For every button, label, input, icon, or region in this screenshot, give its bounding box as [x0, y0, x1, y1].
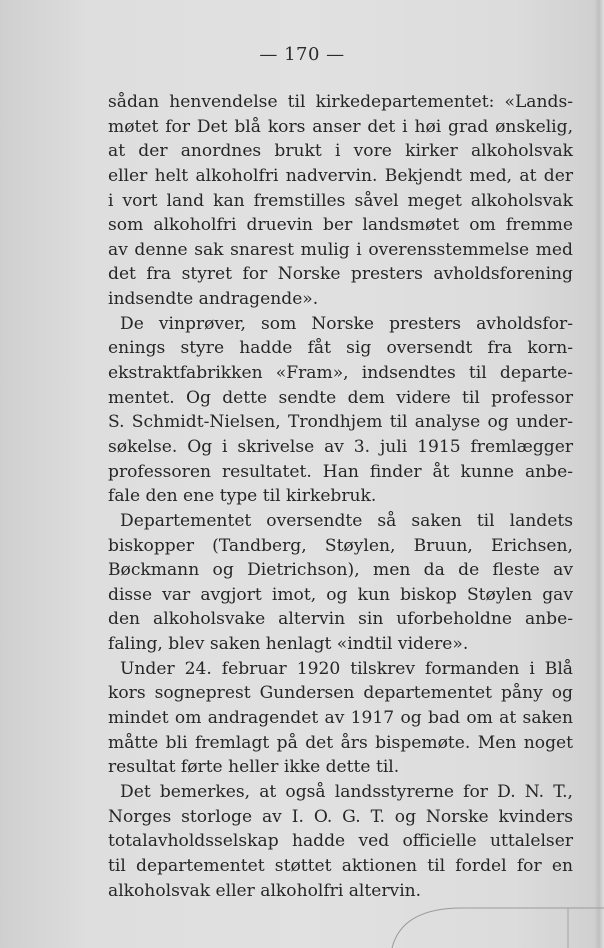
- text-line: av denne sak snarest mulig i overensstemmelse med: [108, 239, 573, 260]
- text-line: eller helt alkoholfri nadvervin. Bekjendt med, at der: [108, 165, 573, 186]
- text-line: fale den ene type til kirkebruk.: [108, 486, 377, 507]
- text-line: resultat førte heller ikke dette til.: [108, 757, 400, 778]
- text-line: måtte bli fremlagt på det års bispemøte. Men noget: [108, 732, 573, 753]
- text-line: til departementet støttet aktionen til fordel for en: [108, 855, 573, 876]
- text-line: kors sogneprest Gundersen departementet påny og: [108, 683, 573, 704]
- text-line: Det bemerkes, at også landsstyrerne for D. N. T.,: [120, 781, 573, 802]
- page-number: — 170 —: [259, 44, 345, 65]
- text-line: at der anordnes brukt i vore kirker alkoholsvak: [108, 141, 573, 162]
- page-edge-shadow: [594, 0, 604, 948]
- text-line: mentet. Og dette sendte dem videre til professor: [108, 387, 573, 408]
- text-line: indsendte andragende».: [108, 289, 319, 310]
- text-line: faling, blev saken henlagt «indtil videre».: [108, 634, 469, 655]
- text-line: enings styre hadde fåt sig oversendt fra korn-: [108, 338, 573, 359]
- text-line: S. Schmidt-Nielsen, Trondhjem til analyse og under-: [108, 412, 573, 433]
- text-line: Under 24. februar 1920 tilskrev formanden i Blå: [120, 658, 573, 679]
- text-line: møtet for Det blå kors anser det i høi grad ønskelig,: [108, 116, 573, 137]
- text-line: De vinprøver, som Norske presters avholdsfor-: [120, 313, 573, 334]
- text-line: søkelse. Og i skrivelse av 3. juli 1915 fremlægger: [108, 436, 573, 457]
- text-line: det fra styret for Norske presters avholdsforening: [108, 264, 573, 285]
- text-line: biskopper (Tandberg, Støylen, Bruun, Erichsen,: [108, 535, 573, 556]
- text-line: den alkoholsvake altervin sin uforbeholdne anbe-: [108, 609, 573, 630]
- text-line: professoren resultatet. Han finder åt kunne anbe-: [108, 461, 573, 482]
- text-line: ekstraktfabrikken «Fram», indsendtes til departe-: [108, 363, 573, 384]
- text-line: alkoholsvak eller alkoholfri altervin.: [108, 880, 422, 901]
- body-text: [108, 90, 573, 903]
- text-line: mindet om andragendet av 1917 og bad om at saken: [108, 708, 573, 729]
- text-line: Departementet oversendte så saken til landets: [120, 510, 573, 531]
- text-line: som alkoholfri druevin ber landsmøtet om fremme: [108, 215, 573, 236]
- text-line: totalavholdsselskap hadde ved officielle uttalelser: [108, 831, 573, 852]
- text-line: Norges storloge av I. O. G. T. og Norske kvinders: [108, 806, 573, 827]
- text-line: i vort land kan fremstilles såvel meget alkoholsvak: [108, 190, 573, 211]
- text-line: sådan henvendelse til kirkedepartementet: «Lands-: [108, 92, 573, 112]
- page-corner-scan-mark: [370, 892, 604, 948]
- text-line: Bøckmann og Dietrichson), men da de fleste av: [108, 560, 573, 581]
- text-line: disse var avgjort imot, og kun biskop Støylen gav: [108, 584, 573, 605]
